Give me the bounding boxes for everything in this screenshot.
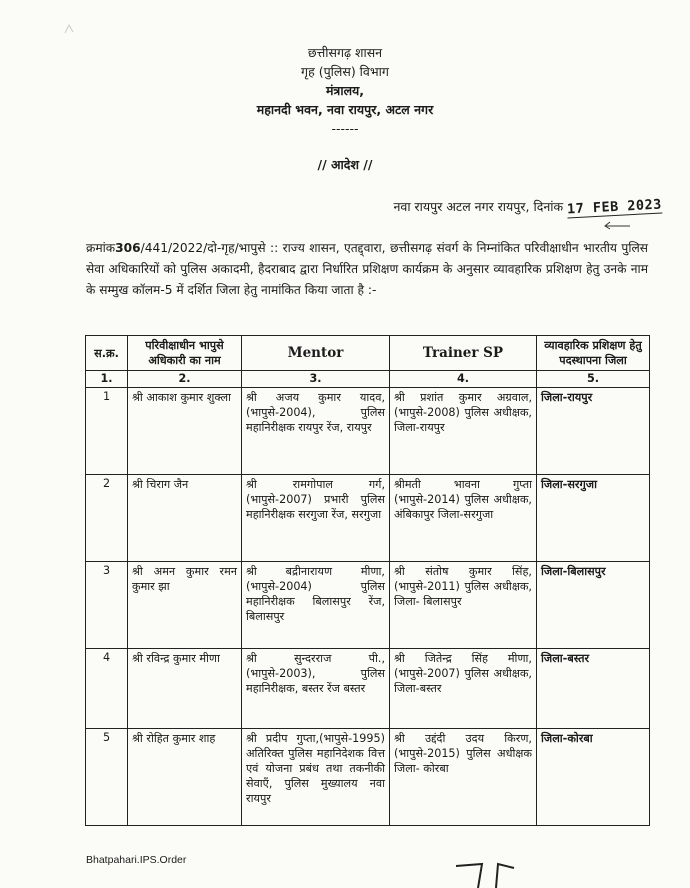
order-paragraph: [86, 238, 648, 301]
row-sn: 3: [86, 562, 128, 649]
order-text: /441/2022/दो-गृह/भापुसे :: राज्य शासन, एतद्द्वारा, छत्तीसगढ़ संवर्ग के निम्नांकित परिवीक्षाधीन भारतीय पुलिस सेवा अधिकारियों को पुलिस अकादमी, हैदराबाद द्वारा निर्धारित प्रशिक्षण कार्यक्रम के अनुसार व्यावहारिक प्रशिक्षण हेतु उनके नाम के सम्मुख कॉलम-5 में दर्शित जिला हेतु नामांकित किया जाता है :-: [86, 241, 648, 297]
row-trainer: श्रीमती भावना गुप्ता (भापुसे-2014) पुलिस अधीक्षक, अंबिकापुर जिला-सरगुजा: [390, 475, 537, 562]
header-block: [0, 43, 690, 138]
row-district: जिला-बिलासपुर: [537, 562, 650, 649]
footer-filename: Bhatpahari.IPS.Order: [86, 854, 187, 866]
table-row: [86, 388, 650, 475]
row-sn: 1: [86, 388, 128, 475]
signature-scribble-icon: [452, 858, 522, 888]
header-ministry: मंत्रालय,: [325, 83, 365, 98]
column-number: 3.: [242, 371, 390, 388]
row-officer: श्री अमन कुमार रमन कुमार झा: [128, 562, 242, 649]
row-officer: श्री रविन्द्र कुमार मीणा: [128, 649, 242, 729]
row-officer: श्री रोहित कुमार शाह: [128, 729, 242, 826]
table-row: [86, 649, 650, 729]
row-trainer: श्री संतोष कुमार सिंह, (भापुसे-2011) पुलिस अधीक्षक, जिला- बिलासपुर: [390, 562, 537, 649]
header-trainer: Trainer SP: [390, 336, 537, 371]
row-district: जिला-बस्तर: [537, 649, 650, 729]
order-title: // आदेश //: [317, 157, 373, 172]
column-number: 2.: [128, 371, 242, 388]
column-number: 1.: [86, 371, 128, 388]
nomination-table: [85, 335, 650, 826]
column-number: 4.: [390, 371, 537, 388]
table-header-row: [86, 336, 650, 371]
order-number: 306: [115, 241, 141, 255]
table-row: [86, 475, 650, 562]
header-divider: ------: [331, 121, 359, 136]
dateline: [393, 198, 662, 216]
row-mentor: श्री सुन्दरराज पी., (भापुसे-2003), पुलिस महानिरीक्षक, बस्तर रेंज बस्तर: [242, 649, 390, 729]
dateline-prefix: नवा रायपुर अटल नगर रायपुर, दिनांक: [393, 199, 564, 214]
row-officer: श्री चिराग जैन: [128, 475, 242, 562]
row-sn: 2: [86, 475, 128, 562]
row-district: जिला-रायपुर: [537, 388, 650, 475]
column-number: 5.: [537, 371, 650, 388]
row-mentor: श्री प्रदीप गुप्ता,(भापुसे-1995) अतिरिक्त पुलिस महानिदेशक वित्त एवं योजना प्रबंध तथा तकनीकी सेवाएँ, पुलिस मुख्यालय नवा रायपुर: [242, 729, 390, 826]
table-row: [86, 729, 650, 826]
row-officer: श्री आकाश कुमार शुक्ला: [128, 388, 242, 475]
row-mentor: श्री बद्रीनारायण मीणा, (भापुसे-2004) पुलिस महानिरीक्षक बिलासपुर रेंज, बिलासपुर: [242, 562, 390, 649]
row-trainer: श्री उद्दंदी उदय किरण, (भापुसे-2015) पुलिस अधीक्षक जिला- कोरबा: [390, 729, 537, 826]
row-district: जिला-कोरबा: [537, 729, 650, 826]
corner-smudge-icon: [62, 22, 76, 36]
header-address: महानदी भवन, नवा रायपुर, अटल नगर: [256, 102, 434, 117]
row-trainer: श्री प्रशांत कुमार अग्रवाल, (भापुसे-2008) पुलिस अधीक्षक, जिला-रायपुर: [390, 388, 537, 475]
header-officer: परिवीक्षाधीन भापुसे अधिकारी का नाम: [128, 336, 242, 371]
header-state: छत्तीसगढ़ शासन: [307, 45, 383, 60]
header-department: गृह (पुलिस) विभाग: [301, 64, 389, 79]
row-mentor: श्री रामगोपाल गर्ग, (भापुसे-2007) प्रभारी पुलिस महानिरीक्षक सरगुजा रेंज, सरगुजा: [242, 475, 390, 562]
row-mentor: श्री अजय कुमार यादव, (भापुसे-2004), पुलिस महानिरीक्षक रायपुर रेंज, रायपुर: [242, 388, 390, 475]
row-district: जिला-सरगुजा: [537, 475, 650, 562]
column-number-row: [86, 371, 650, 388]
date-stamp: 17 FEB 2023: [566, 196, 663, 218]
handwritten-arrow-icon: [602, 220, 632, 230]
row-sn: 5: [86, 729, 128, 826]
header-mentor: Mentor: [242, 336, 390, 371]
header-district: व्यावहारिक प्रशिक्षण हेतु पदस्थापना जिला: [537, 336, 650, 371]
row-trainer: श्री जितेन्द्र सिंह मीणा, (भापुसे-2007) पुलिस अधीक्षक, जिला-बस्तर: [390, 649, 537, 729]
table-row: [86, 562, 650, 649]
row-sn: 4: [86, 649, 128, 729]
header-sn: स.क्र.: [86, 336, 128, 371]
order-lead: क्रमांक: [86, 241, 116, 255]
